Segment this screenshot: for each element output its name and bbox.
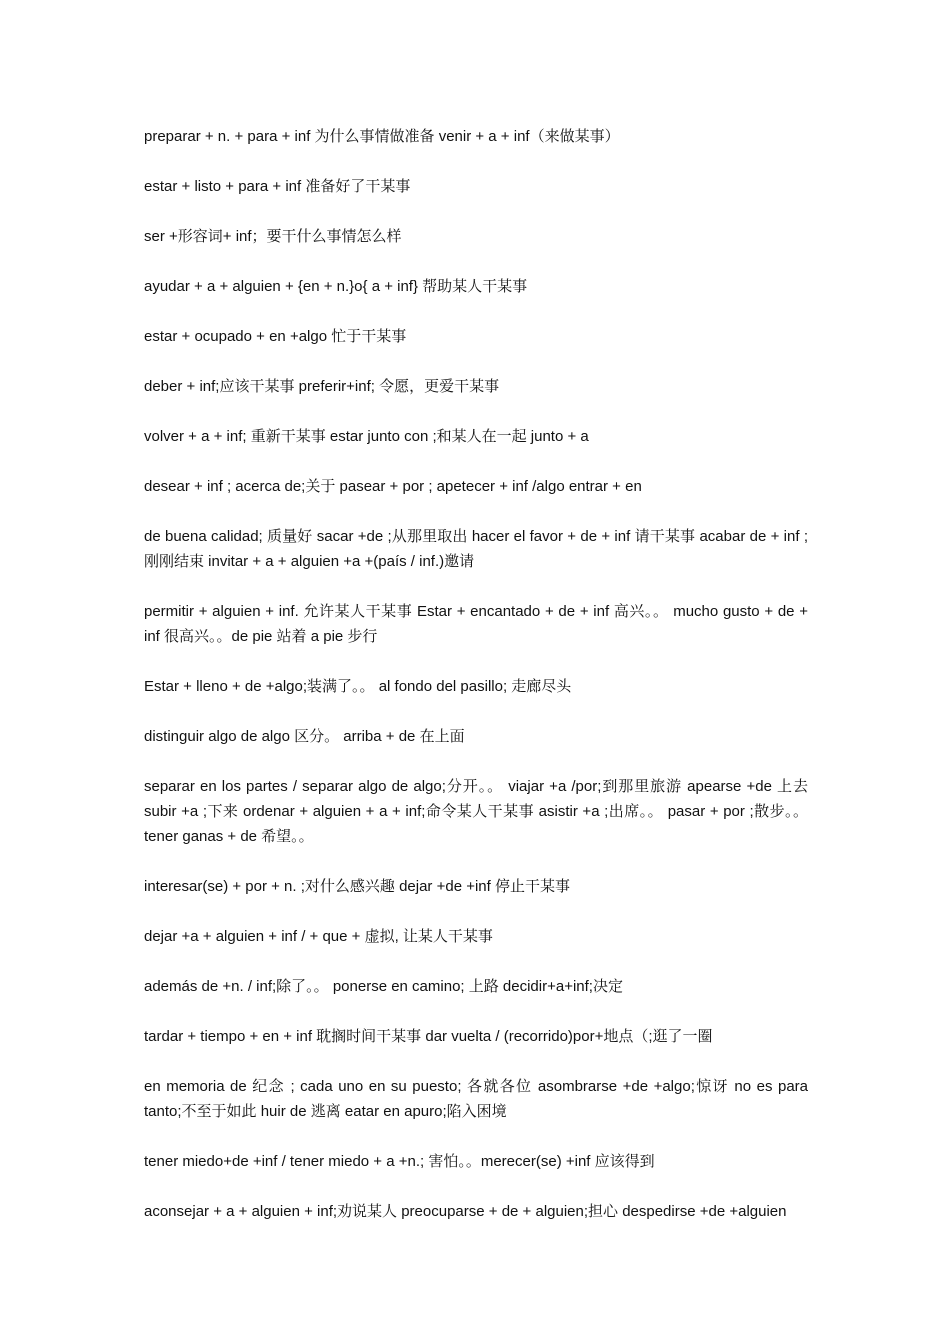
paragraph-10: permitir + alguien + inf. 允许某人干某事 Estar + encantado + de + inf 高兴。。 mucho gusto + de + inf 很高兴。。de pie 站着 a pie 步行 xyxy=(144,603,808,645)
document-body xyxy=(144,124,808,1249)
paragraph-8: desear + inf ; acerca de;关于 pasear + por ; apetecer + inf /algo entrar + en xyxy=(144,478,642,495)
paragraph-17: tardar + tiempo + en + inf 耽搁时间干某事 dar vuelta / (recorrido)por+地点（;逛了一圈 xyxy=(144,1028,713,1045)
paragraph-12: distinguir algo de algo 区分。 arriba + de 在上面 xyxy=(144,728,465,745)
paragraph-19: tener miedo+de +inf / tener miedo + a +n.; 害怕。。merecer(se) +inf 应该得到 xyxy=(144,1153,655,1170)
paragraph-20: aconsejar + a + alguien + inf;劝说某人 preocuparse + de + alguien;担心 despedirse +de +alguien xyxy=(144,1203,787,1220)
paragraph-3: ser +形容词+ inf；要干什么事情怎么样 xyxy=(144,228,402,245)
paragraph-4: ayudar + a + alguien + {en + n.}o{ a + inf} 帮助某人干某事 xyxy=(144,278,528,295)
paragraph-16: además de +n. / inf;除了。。 ponerse en camino; 上路 decidir+a+inf;决定 xyxy=(144,978,623,995)
paragraph-5: estar + ocupado + en +algo 忙于干某事 xyxy=(144,328,407,345)
paragraph-1: preparar + n. + para + inf 为什么事情做准备 venir + a + inf（来做某事） xyxy=(144,128,620,145)
paragraph-13: separar en los partes / separar algo de algo;分开。。 viajar +a /por;到那里旅游 apearse +de 上去 subir +a ;下来 ordenar + alguien + a + inf;命令某人干某事 asistir +a ;出席。。 pasar + por ;散步。。 tener ganas + de 希望。。 xyxy=(144,778,808,845)
paragraph-7: volver + a + inf; 重新干某事 estar junto con ;和某人在一起 junto + a xyxy=(144,428,589,445)
paragraph-6: deber + inf;应该干某事 preferir+inf; 令愿，更爱干某事 xyxy=(144,378,500,395)
paragraph-14: interesar(se) + por + n. ;对什么感兴趣 dejar +de +inf 停止干某事 xyxy=(144,878,570,895)
paragraph-9: de buena calidad; 质量好 sacar +de ;从那里取出 hacer el favor + de + inf 请干某事 acabar de + inf ;刚刚结束 invitar + a + alguien +a +(país / inf.)邀请 xyxy=(144,528,808,570)
paragraph-15: dejar +a + alguien + inf / + que + 虚拟, 让某人干某事 xyxy=(144,928,493,945)
paragraph-2: estar + listo + para + inf 准备好了干某事 xyxy=(144,178,411,195)
paragraph-18: en memoria de 纪念 ; cada uno en su puesto; 各就各位 asombrarse +de +algo;惊讶 no es para tanto;不至于如此 huir de 逃离 eatar en apuro;陷入困境 xyxy=(144,1078,808,1120)
paragraph-11: Estar + lleno + de +algo;装满了。。 al fondo del pasillo; 走廊尽头 xyxy=(144,678,572,695)
